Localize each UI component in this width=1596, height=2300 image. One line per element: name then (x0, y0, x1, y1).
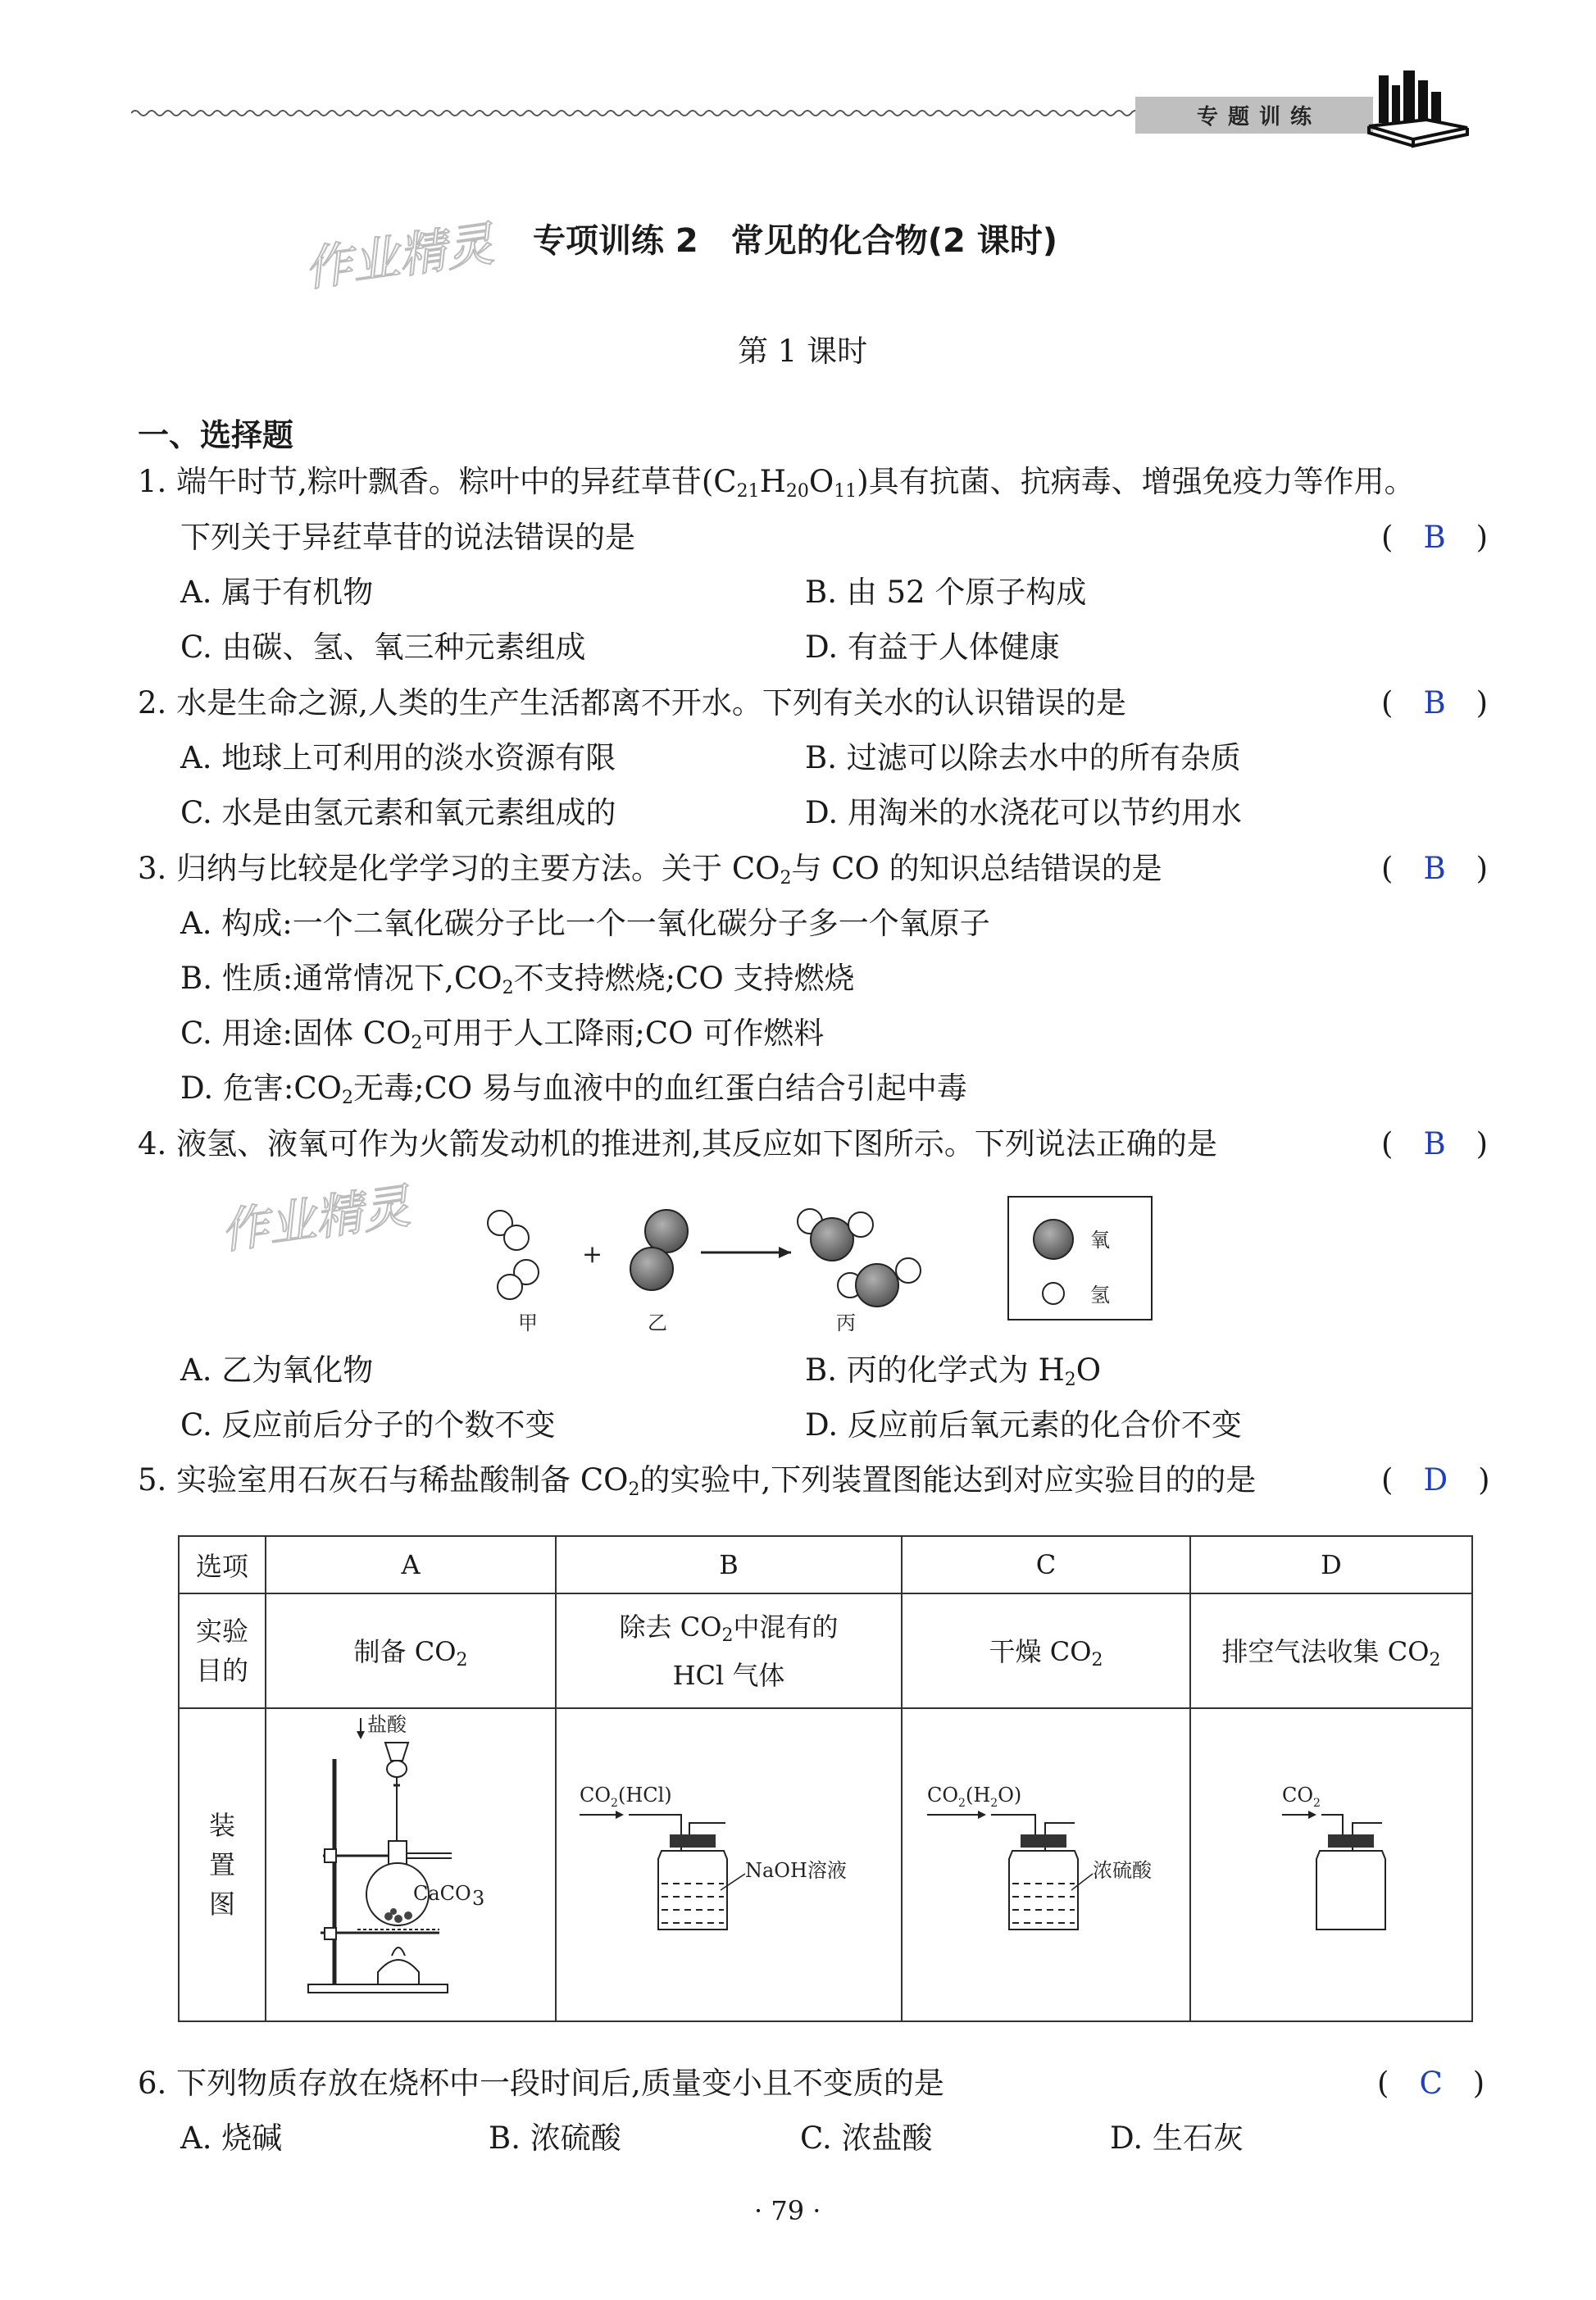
q6-stem: 6. 下列物质存放在烧杯中一段时间后,质量变小且不变质的是 (138, 2066, 944, 2101)
lesson-subtitle: 第 1 课时 (738, 334, 868, 369)
legend-box (1008, 1197, 1152, 1320)
table-purpose-d: 排空气法收集 $CO_2$ (1190, 1593, 1472, 1708)
q4-stem: 4. 液氢、液氧可作为火箭发动机的推进剂,其反应如下图所示。下列说法正确的是 (138, 1126, 1217, 1161)
label-bing: 丙 (836, 1311, 856, 1334)
label-co2-h2o: $CO_2(H_2O)$ (927, 1784, 1022, 1810)
q5-stem: 5. 实验室用石灰石与稀盐酸制备 $CO_2$的实验中,下列装置图能达到对应实验目的的是 (138, 1462, 1257, 1500)
plus-sign: + (582, 1240, 603, 1269)
label-caco3-sub: 3 (472, 1887, 485, 1910)
q6-option-b: B. 浓硫酸 (489, 2120, 621, 2156)
q2-option-d: D. 用淘米的水浇花可以节约用水 (805, 795, 1242, 830)
table-purpose-a: 制备 $CO_2$ (266, 1593, 556, 1708)
molecule-h2-2 (498, 1260, 539, 1299)
q2-stem: 2. 水是生命之源,人类的生产生活都离不开水。下列有关水的认识错误的是 (138, 685, 1126, 720)
table-apparatus-label: 装 置 图 (179, 1708, 266, 2021)
table-apparatus-c (902, 1708, 1190, 2021)
table-purpose-row (179, 1593, 1472, 1708)
q3-option-a: A. 构成:一个二氧化碳分子比一个一氧化碳分子多一个氧原子 (180, 906, 990, 941)
molecule-o2 (630, 1210, 688, 1290)
label-jia: 甲 (518, 1311, 538, 1334)
table-apparatus-b (556, 1708, 902, 2021)
q3-option-d: D. 危害$:CO_2$无毒;CO 易与血液中的血红蛋白结合引起中毒 (180, 1070, 967, 1108)
legend-oxygen: 氧 (1090, 1229, 1110, 1252)
table-purpose-label: 实验 目的 (179, 1593, 266, 1708)
table-header-b: B (556, 1536, 902, 1593)
q4-option-b: B. 丙的化学式为 $H_2O$ (805, 1352, 1102, 1390)
page-number: · 79 · (754, 2195, 821, 2226)
q1-option-d: D. 有益于人体健康 (805, 630, 1060, 665)
label-co2: $CO_2$ (1282, 1784, 1321, 1810)
q1-stem: 1. 端午时节,粽叶飘香。粽叶中的异荭草苷$(C_{21}H_{20}O_{11})$具有抗菌、抗病毒、增强免疫力等作用。 (138, 464, 1415, 502)
label-naoh-solution: NaOH溶液 (745, 1859, 847, 1882)
q3-option-c: C. 用途:固体 $CO_2$可用于人工降雨;CO 可作燃料 (180, 1016, 825, 1053)
watermark-top: 作业精灵 (301, 216, 498, 298)
label-caco3: CaCO (413, 1882, 471, 1905)
q6-option-a: A. 烧碱 (180, 2120, 283, 2156)
label-co2-hcl: $CO_2(HCl)$ (580, 1784, 672, 1810)
table-header-a: A (266, 1536, 556, 1593)
q3-stem: 3. 归纳与比较是化学学习的主要方法。关于 $CO_2$与 CO 的知识总结错误的是 (138, 851, 1162, 889)
molecule-h2o-2 (838, 1258, 921, 1307)
q4-option-a: A. 乙为氧化物 (180, 1352, 374, 1388)
q4-option-d: D. 反应前后氧元素的化合价不变 (805, 1407, 1242, 1443)
q1-answer: ( B ) (1381, 520, 1489, 555)
q2-option-b: B. 过滤可以除去水中的所有杂质 (805, 740, 1241, 775)
table-apparatus-a (266, 1708, 556, 2021)
q1-option-c: C. 由碳、氢、氧三种元素组成 (180, 630, 586, 665)
q6-option-d: D. 生石灰 (1110, 2120, 1244, 2156)
q3-option-b: B. 性质:通常情况下$,CO_2$不支持燃烧;CO 支持燃烧 (180, 961, 855, 998)
q2-answer: ( B ) (1381, 685, 1489, 720)
table-header-option: 选项 (179, 1536, 266, 1593)
table-header-c: C (902, 1536, 1190, 1593)
q1-option-a: A. 属于有机物 (180, 575, 374, 610)
table-purpose-b: 除去 $CO_2$中混有的 HCl 气体 (556, 1593, 902, 1708)
apparatus-a-generator (275, 1710, 546, 2013)
legend-hydrogen: 氢 (1090, 1284, 1110, 1307)
q5-answer: ( D ) (1381, 1462, 1490, 1498)
q1-option-b: B. 由 52 个原子构成 (805, 575, 1087, 610)
page-title: 专项训练 2 常见的化合物(2 课时) (533, 222, 1058, 260)
label-hydrochloric-acid: 盐酸 (367, 1713, 407, 1736)
watermark-mid: 作业精灵 (217, 1178, 414, 1260)
q4-answer: ( B ) (1381, 1126, 1489, 1161)
q1-stem-line2: 下列关于异荭草苷的说法错误的是 (180, 520, 635, 555)
q3-answer: ( B ) (1381, 851, 1489, 886)
reaction-arrow (701, 1247, 791, 1258)
label-conc-sulfuric-acid: 浓硫酸 (1093, 1859, 1152, 1882)
molecule-h2o-1 (798, 1209, 873, 1261)
apparatus-c-drying-bottle (911, 1710, 1181, 2013)
q6-answer: ( C ) (1377, 2066, 1485, 2101)
q2-option-c: C. 水是由氢元素和氧元素组成的 (180, 795, 616, 830)
table-apparatus-row (179, 1708, 1472, 2021)
header-rule (131, 105, 1148, 121)
table-purpose-c: 干燥 $CO_2$ (902, 1593, 1190, 1708)
q4-reaction-diagram (459, 1189, 1492, 1344)
molecule-h2-1 (488, 1211, 529, 1250)
q4-option-c: C. 反应前后分子的个数不变 (180, 1407, 556, 1443)
book-icon (1361, 67, 1476, 149)
q2-option-a: A. 地球上可利用的淡水资源有限 (180, 740, 616, 775)
q5-options-table (178, 1535, 1473, 2022)
apparatus-d-gas-collection (1192, 1710, 1471, 2013)
apparatus-b-washing-bottle (565, 1710, 893, 2013)
table-header-row (179, 1536, 1472, 1593)
header-label: 专题训练 (1135, 97, 1373, 134)
table-header-d: D (1190, 1536, 1472, 1593)
table-apparatus-d (1190, 1708, 1472, 2021)
q6-option-c: C. 浓盐酸 (800, 2120, 933, 2156)
label-yi: 乙 (648, 1311, 667, 1334)
section-heading: 一、选择题 (138, 417, 294, 453)
